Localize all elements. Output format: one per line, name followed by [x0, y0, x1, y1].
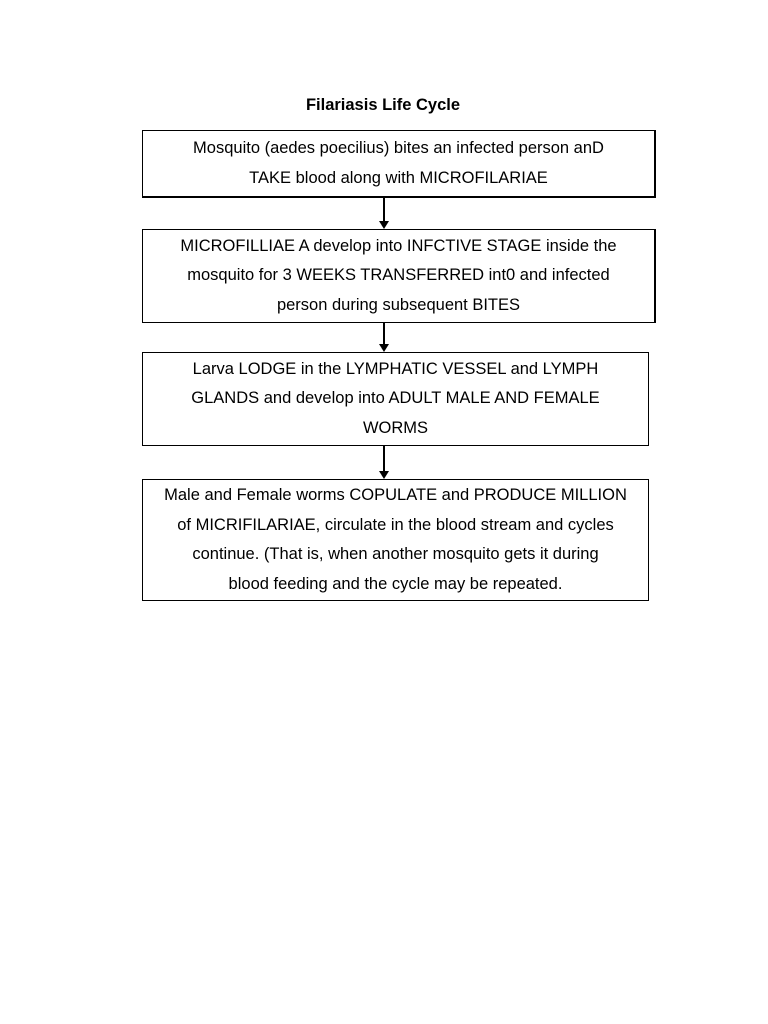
step-text-line: Larva LODGE in the LYMPHATIC VESSEL and LYMPH — [192, 359, 599, 378]
step-text-line: continue. (That is, when another mosquito gets it during — [192, 545, 599, 563]
arrow-down-icon — [378, 446, 390, 479]
step-text-line: mosquito for 3 WEEKS TRANSFERRED int0 and infected — [187, 266, 610, 285]
step-text-line: Male and Female worms COPULATE and PRODUCE MILLION — [164, 486, 627, 504]
arrow-head — [379, 344, 389, 352]
step-text-line: TAKE blood along with MICROFILARIAE — [249, 168, 548, 187]
arrow-down-icon — [378, 323, 390, 352]
arrow-shaft — [383, 198, 385, 221]
step-text-line: person during subsequent BITES — [276, 295, 521, 314]
flow-step-3 — [142, 352, 649, 446]
flow-step-2 — [142, 229, 656, 323]
arrow-head — [379, 471, 389, 479]
diagram-title: Filariasis Life Cycle — [305, 96, 461, 114]
arrow-shaft — [383, 323, 385, 344]
arrow-head — [379, 221, 389, 229]
step-text-line: blood feeding and the cycle may be repeated. — [228, 574, 563, 593]
arrow-shaft — [383, 446, 385, 471]
flow-step-4 — [142, 479, 649, 601]
step-text-line: GLANDS and develop into ADULT MALE AND FEMALE — [191, 389, 600, 408]
step-text-line: of MICRIFILARIAE, circulate in the blood stream and cycles — [177, 515, 614, 534]
arrow-down-icon — [378, 198, 390, 229]
step-text-line: MICROFILLIAE A develop into INFCTIVE STAGE inside the — [180, 236, 617, 255]
step-text-line: Mosquito (aedes poecilius) bites an infected person anD — [193, 139, 604, 157]
step-text-line: WORMS — [362, 418, 429, 437]
flow-step-1 — [142, 130, 656, 198]
